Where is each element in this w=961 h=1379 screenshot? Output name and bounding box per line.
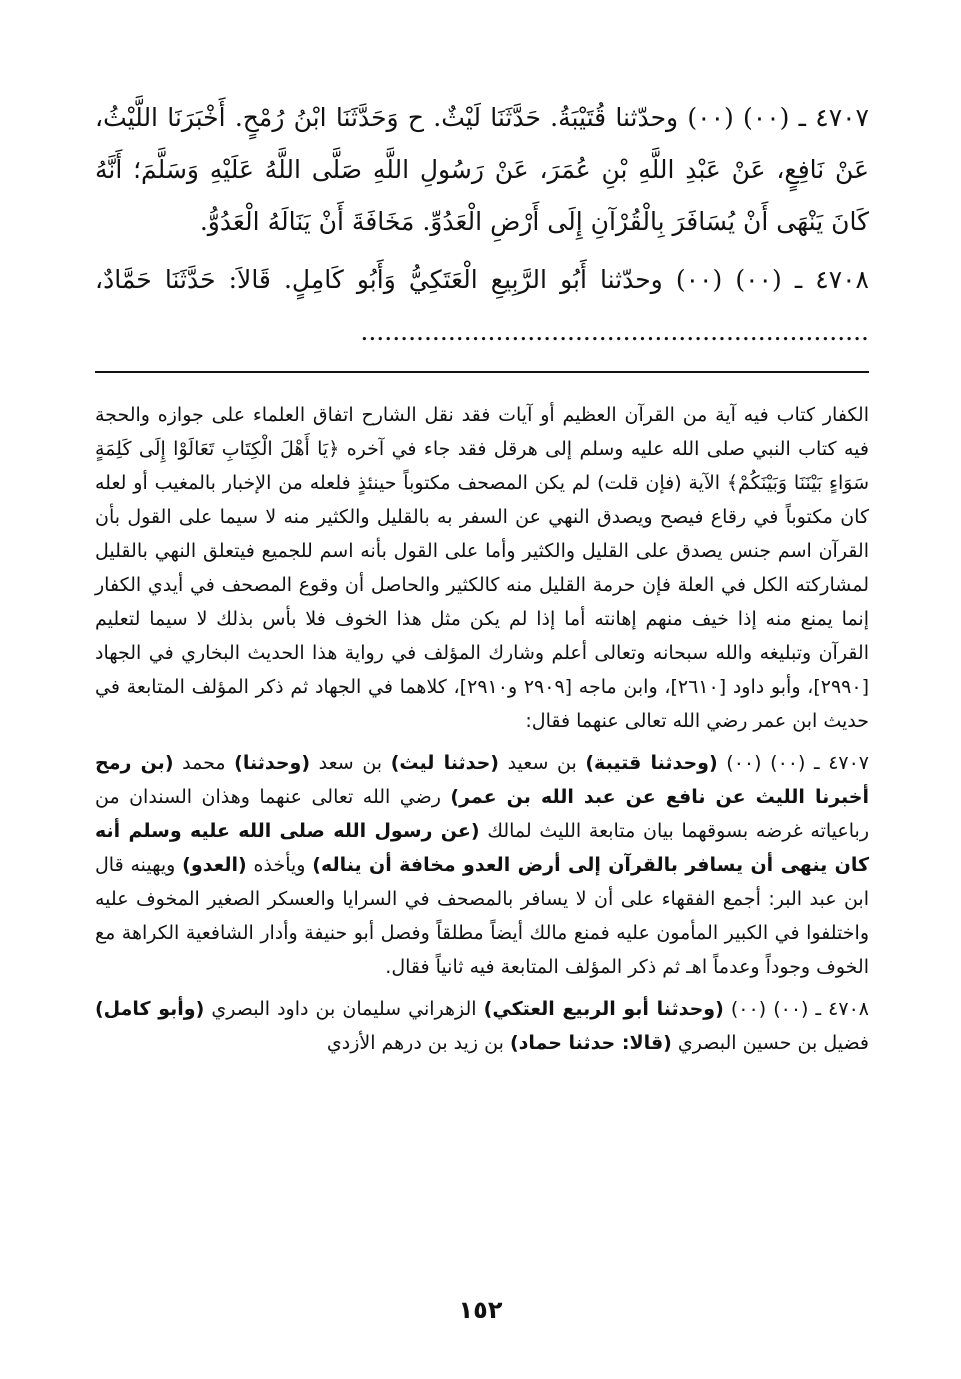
commentary-segment: بن سعيد [507,752,577,774]
commentary-paragraph: الكفار كتاب فيه آية من القرآن العظيم أو آيات فقد نقل الشارح اتفاق العلماء على جوازه والحجة فيه كتاب النبي صلى الله عليه وسلم إلى هرقل فقد جاء في آخره ﴿يَا أَهْلَ الْكِتَابِ تَعَالَوْا إِلَى كَلِمَةٍ سَوَاءٍ بَيْنَنَا وَبَيْنَكُمْ﴾ الآية (فإن قلت) لم يكن المصحف مكتوباً حينئذٍ فلعله من الإخبار بالمغيب أو لعله كان مكتوباً في رقاع فيصح ويصدق النهي عن السفر به بالقليل والكثير منه لا سيما على القول بأن القرآن اسم جنس يصدق على القليل والكثير وأما على القول بأنه اسم للجميع فيتعلق النهي بالقليل لمشاركته الكل في العلة فإن حرمة القليل منه كالكثير والحاصل أن وقوع المصحف في أيدي الكفار إنما يمنع منه إذا خيف منهم إهانته أما إذا لم يكن مثل هذا الخوف فلا بأس بذلك لا سيما لتعليم القرآن وتبليغه والله سبحانه وتعالى أعلم وشارك المؤلف في رواية هذا الحديث البخاري في الجهاد [٢٩٩٠]، وأبو داود [٢٦١٠]، وابن ماجه [٢٩٠٩ و٢٩١٠]، كلاهما في الجهاد ثم ذكر المؤلف المتابعة في حديث ابن عمر رضي الله تعالى عنهما فقال: [95,404,870,732]
hadith-number: ٤٧٠٨ [815,265,869,294]
commentary-segment: الزهراني سليمان بن داود البصري [211,998,477,1020]
commentary-bold-segment: (عن رسول الله صلى الله عليه وسلم أنه كان ينهى أن يسافر بالقرآن إلى أرض العدو مخافة أن يناله) [95,820,870,876]
commentary-segment: بن زيد بن درهم الأزدي [326,1032,504,1054]
hadith-text: ـ (٠٠) (٠٠) وحدّثنا أَبُو الرَّبِيعِ الْعَتَكِيُّ وَأَبُو كَامِلٍ. قَالاَ: حَدَّثَنَا حَمَّادٌ، [95,265,803,294]
separator-line [95,371,869,373]
commentary-segment: محمد [182,752,226,774]
commentary-bold-segment: (وحدثنا قتيبة) [585,752,718,774]
commentary-block [95,398,869,1068]
hadith-text-block [95,92,869,364]
commentary-bold-segment: (وحدثنا أبو الربيع العتكي) [483,998,724,1020]
commentary-bold-segment: (وحدثنا) [234,752,311,774]
commentary-segment: ٤٧٠٧ ـ (٠٠) (٠٠) [726,752,870,774]
commentary-paragraph-4707 [95,746,869,984]
commentary-bold-segment: (بن رمح أخبرنا الليث عن نافع عن عبد الله بن عمر) [95,752,869,808]
commentary-bold-segment: (العدو) [182,854,247,876]
hadith-4707 [95,92,869,248]
commentary-bold-segment: (حدثنا ليث) [390,752,499,774]
commentary-segment: ويأخذه [253,854,306,876]
commentary-paragraph-4708 [95,992,869,1060]
hadith-number: ٤٧٠٧ [815,103,869,132]
hadith-text: ـ (٠٠) (٠٠) وحدّثنا قُتَيْبَةُ. حَدَّثَنَا لَيْثٌ. ح وَحَدَّثَنَا ابْنُ رُمْحٍ. أَخْبَرَنَا اللَّيْثُ، عَنْ نَافِعٍ، عَنْ عَبْدِ اللَّهِ بْنِ عُمَرَ، عَنْ رَسُولِ اللَّهِ صَلَّى اللَّهُ عَلَيْهِ وَسَلَّمَ؛ أَنَّهُ كَانَ يَنْهَى أَنْ يُسَافَرَ بِالْقُرْآنِ إِلَى أَرْضِ الْعَدُوِّ. مَخَافَةَ أَنْ يَنَالَهُ الْعَدُوُّ. [95,103,869,236]
commentary-segment: ويهينه قال ابن عبد البر: أجمع الفقهاء على أن لا يسافر بالمصحف في السرايا والعسكر الصغير المخوف عليه واختلفوا في الكبير المأمون عليه فمنع مالك أيضاً مطلقاً وفصل أبو حنيفة وأدار الشافعية الكراهة مع الخوف وجوداً وعدماً اهـ ثم ذكر المؤلف المتابعة فيه ثانياً فقال. [95,854,869,978]
continuation-dots: ................................................................ [360,317,869,346]
commentary-bold-segment: (وأبو كامل) [95,998,205,1020]
page-number: ١٥٢ [458,1296,503,1324]
commentary-segment: بن سعد [318,752,383,774]
commentary-segment: رضي الله تعالى عنهما وهذان السندان من رباعياته غرضه بسوقهما بيان متابعة الليث لمالك [95,786,869,842]
commentary-bold-segment: (قالا: حدثنا حماد) [509,1032,672,1054]
hadith-4708 [95,254,869,358]
commentary-segment: ٤٧٠٨ ـ (٠٠) (٠٠) [730,998,869,1020]
commentary-segment: فضيل بن حسين البصري [677,1032,869,1054]
